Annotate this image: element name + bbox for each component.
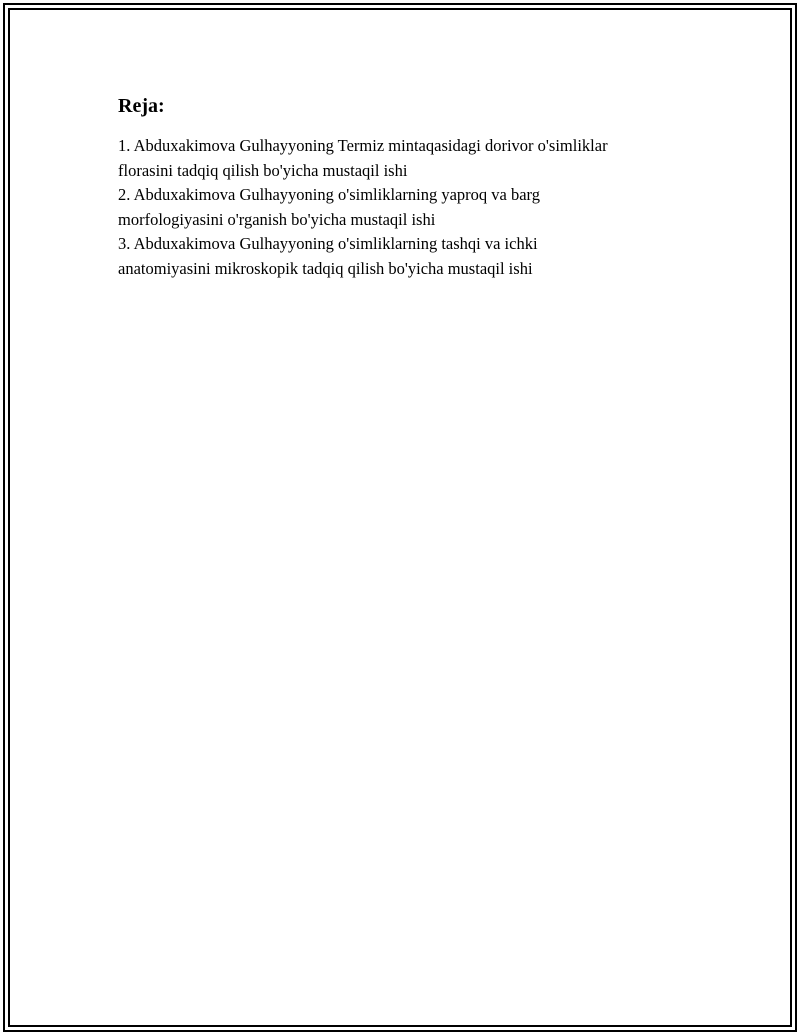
plan-heading: Reja: <box>118 95 165 117</box>
plan-item-1-line-2: florasini tadqiq qilish bo'yicha mustaqil ishi <box>118 160 408 180</box>
plan-item-2 <box>118 183 698 232</box>
plan-item-3 <box>118 232 698 281</box>
plan-item-1-line-1: 1. Abduxakimova Gulhayyoning Termiz mintaqasidagi dorivor o'simliklar <box>118 136 608 155</box>
plan-list <box>118 134 698 281</box>
document-body <box>118 94 698 281</box>
plan-item-1 <box>118 134 698 183</box>
plan-item-2-line-2: morfologiyasini o'rganish bo'yicha mustaqil ishi <box>118 209 436 229</box>
plan-item-3-line-1: 3. Abduxakimova Gulhayyoning o'simliklarning tashqi va ichki <box>118 234 538 253</box>
plan-item-3-line-2: anatomiyasini mikroskopik tadqiq qilish bo'yicha mustaqil ishi <box>118 258 533 278</box>
plan-item-2-line-1: 2. Abduxakimova Gulhayyoning o'simliklarning yaproq va barg <box>118 185 540 204</box>
